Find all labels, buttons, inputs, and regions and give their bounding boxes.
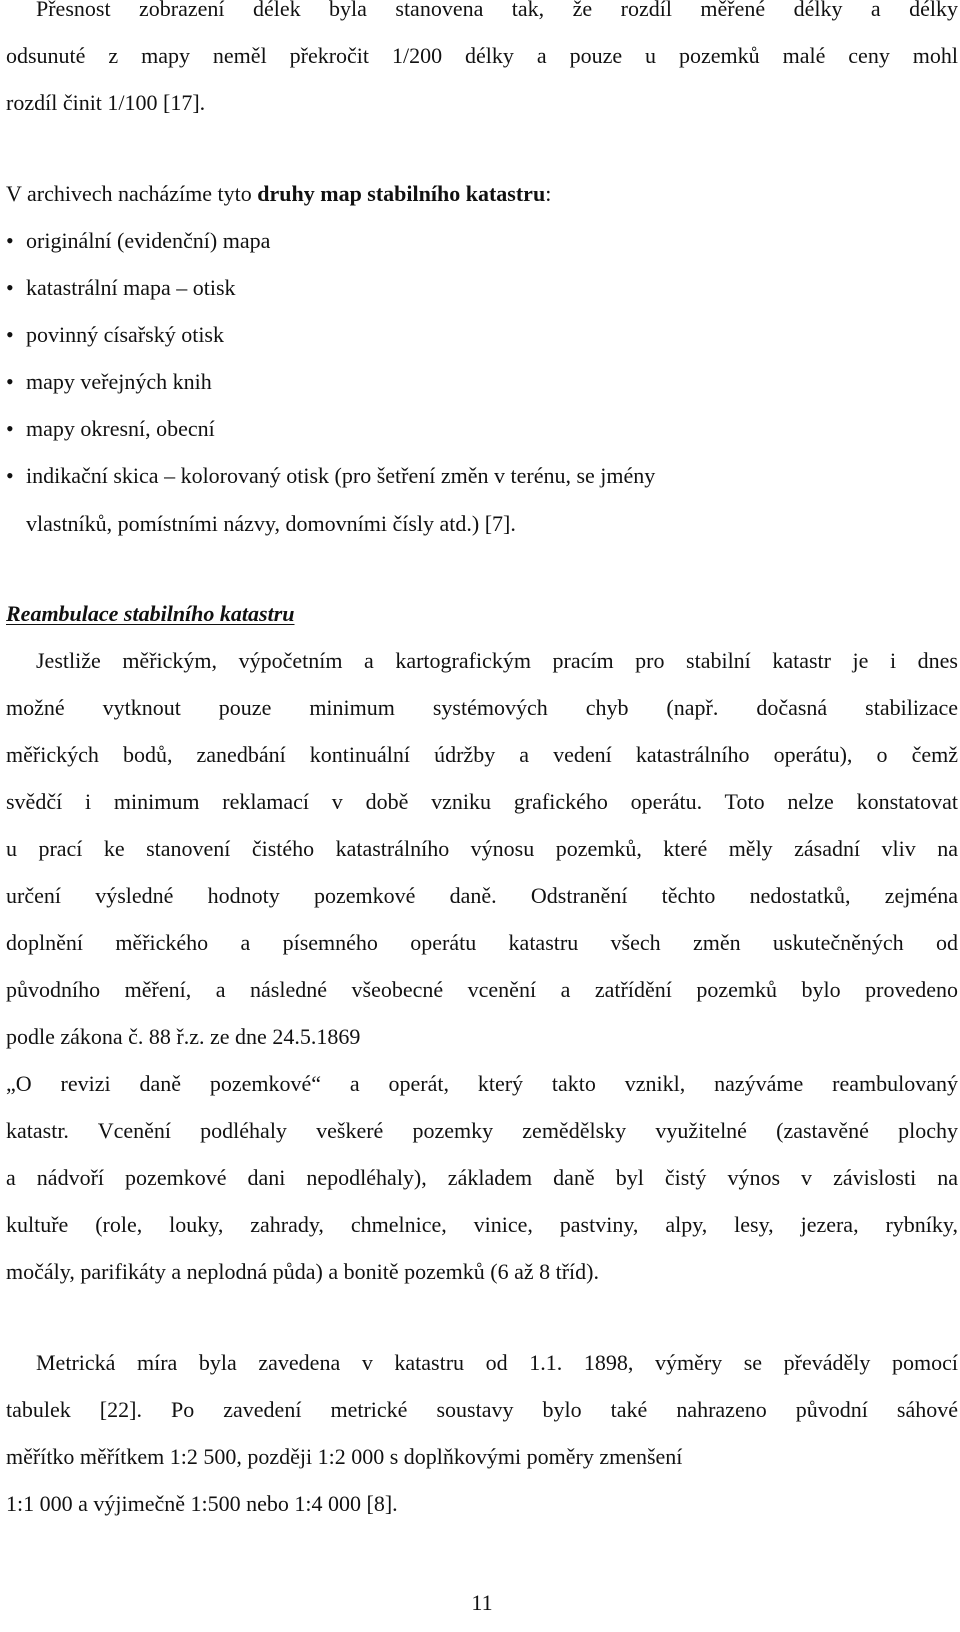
list-item	[6, 322, 224, 348]
paragraph-line: kultuře (role, louky, zahrady, chmelnice, vinice, pastviny, alpy, lesy, jezera, rybníky,	[6, 1212, 958, 1237]
paragraph-line: svědčí i minimum reklamací v době vzniku grafického operátu. Toto nelze konstatovat	[6, 789, 958, 814]
paragraph-line: katastr. Vcenění podléhaly veškeré pozemky zemědělsky využitelné (zastavěné plochy	[6, 1118, 958, 1143]
bullet-icon: •	[6, 416, 14, 441]
list-item-text: originální (evidenční) mapa	[26, 228, 271, 253]
list-item	[6, 369, 212, 395]
paragraph-line: 1:1 000 a výjimečně 1:500 nebo 1:4 000 [8].	[6, 1491, 398, 1516]
map-types-intro	[6, 181, 551, 207]
list-item	[6, 416, 215, 442]
list-item-text: indikační skica – kolorovaný otisk (pro šetření změn v terénu, se jmény	[26, 463, 656, 488]
bullet-icon: •	[6, 322, 14, 347]
paragraph-line: močály, parifikáty a neplodná půda) a bonitě pozemků (6 až 8 tříd).	[6, 1259, 599, 1284]
paragraph-line: „O revizi daně pozemkové“ a operát, který takto vznikl, nazýváme reambulovaný	[6, 1071, 958, 1096]
paragraph-line: odsunuté z mapy neměl překročit 1/200 délky a pouze u pozemků malé ceny mohl	[6, 43, 958, 68]
list-item-text: katastrální mapa – otisk	[26, 275, 236, 300]
paragraph-line: rozdíl činit 1/100 [17].	[6, 90, 206, 115]
list-item-continuation: vlastníků, pomístními názvy, domovními čísly atd.) [7].	[26, 511, 516, 536]
paragraph-line: tabulek [22]. Po zavedení metrické soustavy bylo také nahrazeno původní sáhové	[6, 1397, 958, 1422]
paragraph-line: a nádvoří pozemkové dani nepodléhaly), základem daně byl čistý výnos v závislosti na	[6, 1165, 958, 1190]
paragraph-line: Jestliže měřickým, výpočetním a kartografickým pracím pro stabilní katastr je i dnes	[36, 648, 958, 673]
list-item	[6, 463, 655, 489]
paragraph-line: možné vytknout pouze minimum systémových chyb (např. dočasná stabilizace	[6, 695, 958, 720]
intro-prefix: V archivech nacházíme tyto	[6, 181, 258, 206]
paragraph-line: původního měření, a následné všeobecné vcenění a zatřídění pozemků bylo provedeno	[6, 977, 958, 1002]
paragraph-line: Metrická míra byla zavedena v katastru od 1.1. 1898, výměry se převáděly pomocí	[36, 1350, 958, 1375]
bullet-icon: •	[6, 275, 14, 300]
paragraph-line: podle zákona č. 88 ř.z. ze dne 24.5.1869	[6, 1024, 361, 1049]
paragraph-line: měřických bodů, zanedbání kontinuální údržby a vedení katastrálního operátu), o čemž	[6, 742, 958, 767]
paragraph-line: měřítko měřítkem 1:2 500, později 1:2 000 s doplňkovými poměry zmenšení	[6, 1444, 683, 1469]
document-page	[6, 0, 958, 1632]
paragraph-line: Přesnost zobrazení délek byla stanovena tak, že rozdíl měřené délky a délky	[36, 0, 958, 21]
list-item-text: mapy veřejných knih	[26, 369, 212, 394]
intro-bold: druhy map stabilního katastru	[257, 181, 546, 206]
list-item	[6, 275, 236, 301]
intro-suffix: :	[545, 181, 552, 206]
paragraph-line: doplnění měřického a písemného operátu katastru všech změn uskutečněných od	[6, 930, 958, 955]
list-item-text: povinný císařský otisk	[26, 322, 224, 347]
bullet-icon: •	[6, 369, 14, 394]
list-item-text: mapy okresní, obecní	[26, 416, 215, 441]
bullet-icon: •	[6, 463, 14, 488]
bullet-icon: •	[6, 228, 14, 253]
paragraph-line: určení výsledné hodnoty pozemkové daně. Odstranění těchto nedostatků, zejména	[6, 883, 958, 908]
page-number: 11	[471, 1590, 493, 1615]
section-heading: Reambulace stabilního katastru	[6, 601, 295, 626]
paragraph-line: u prací ke stanovení čistého katastrálního výnosu pozemků, které měly zásadní vliv na	[6, 836, 958, 861]
list-item	[6, 228, 270, 254]
